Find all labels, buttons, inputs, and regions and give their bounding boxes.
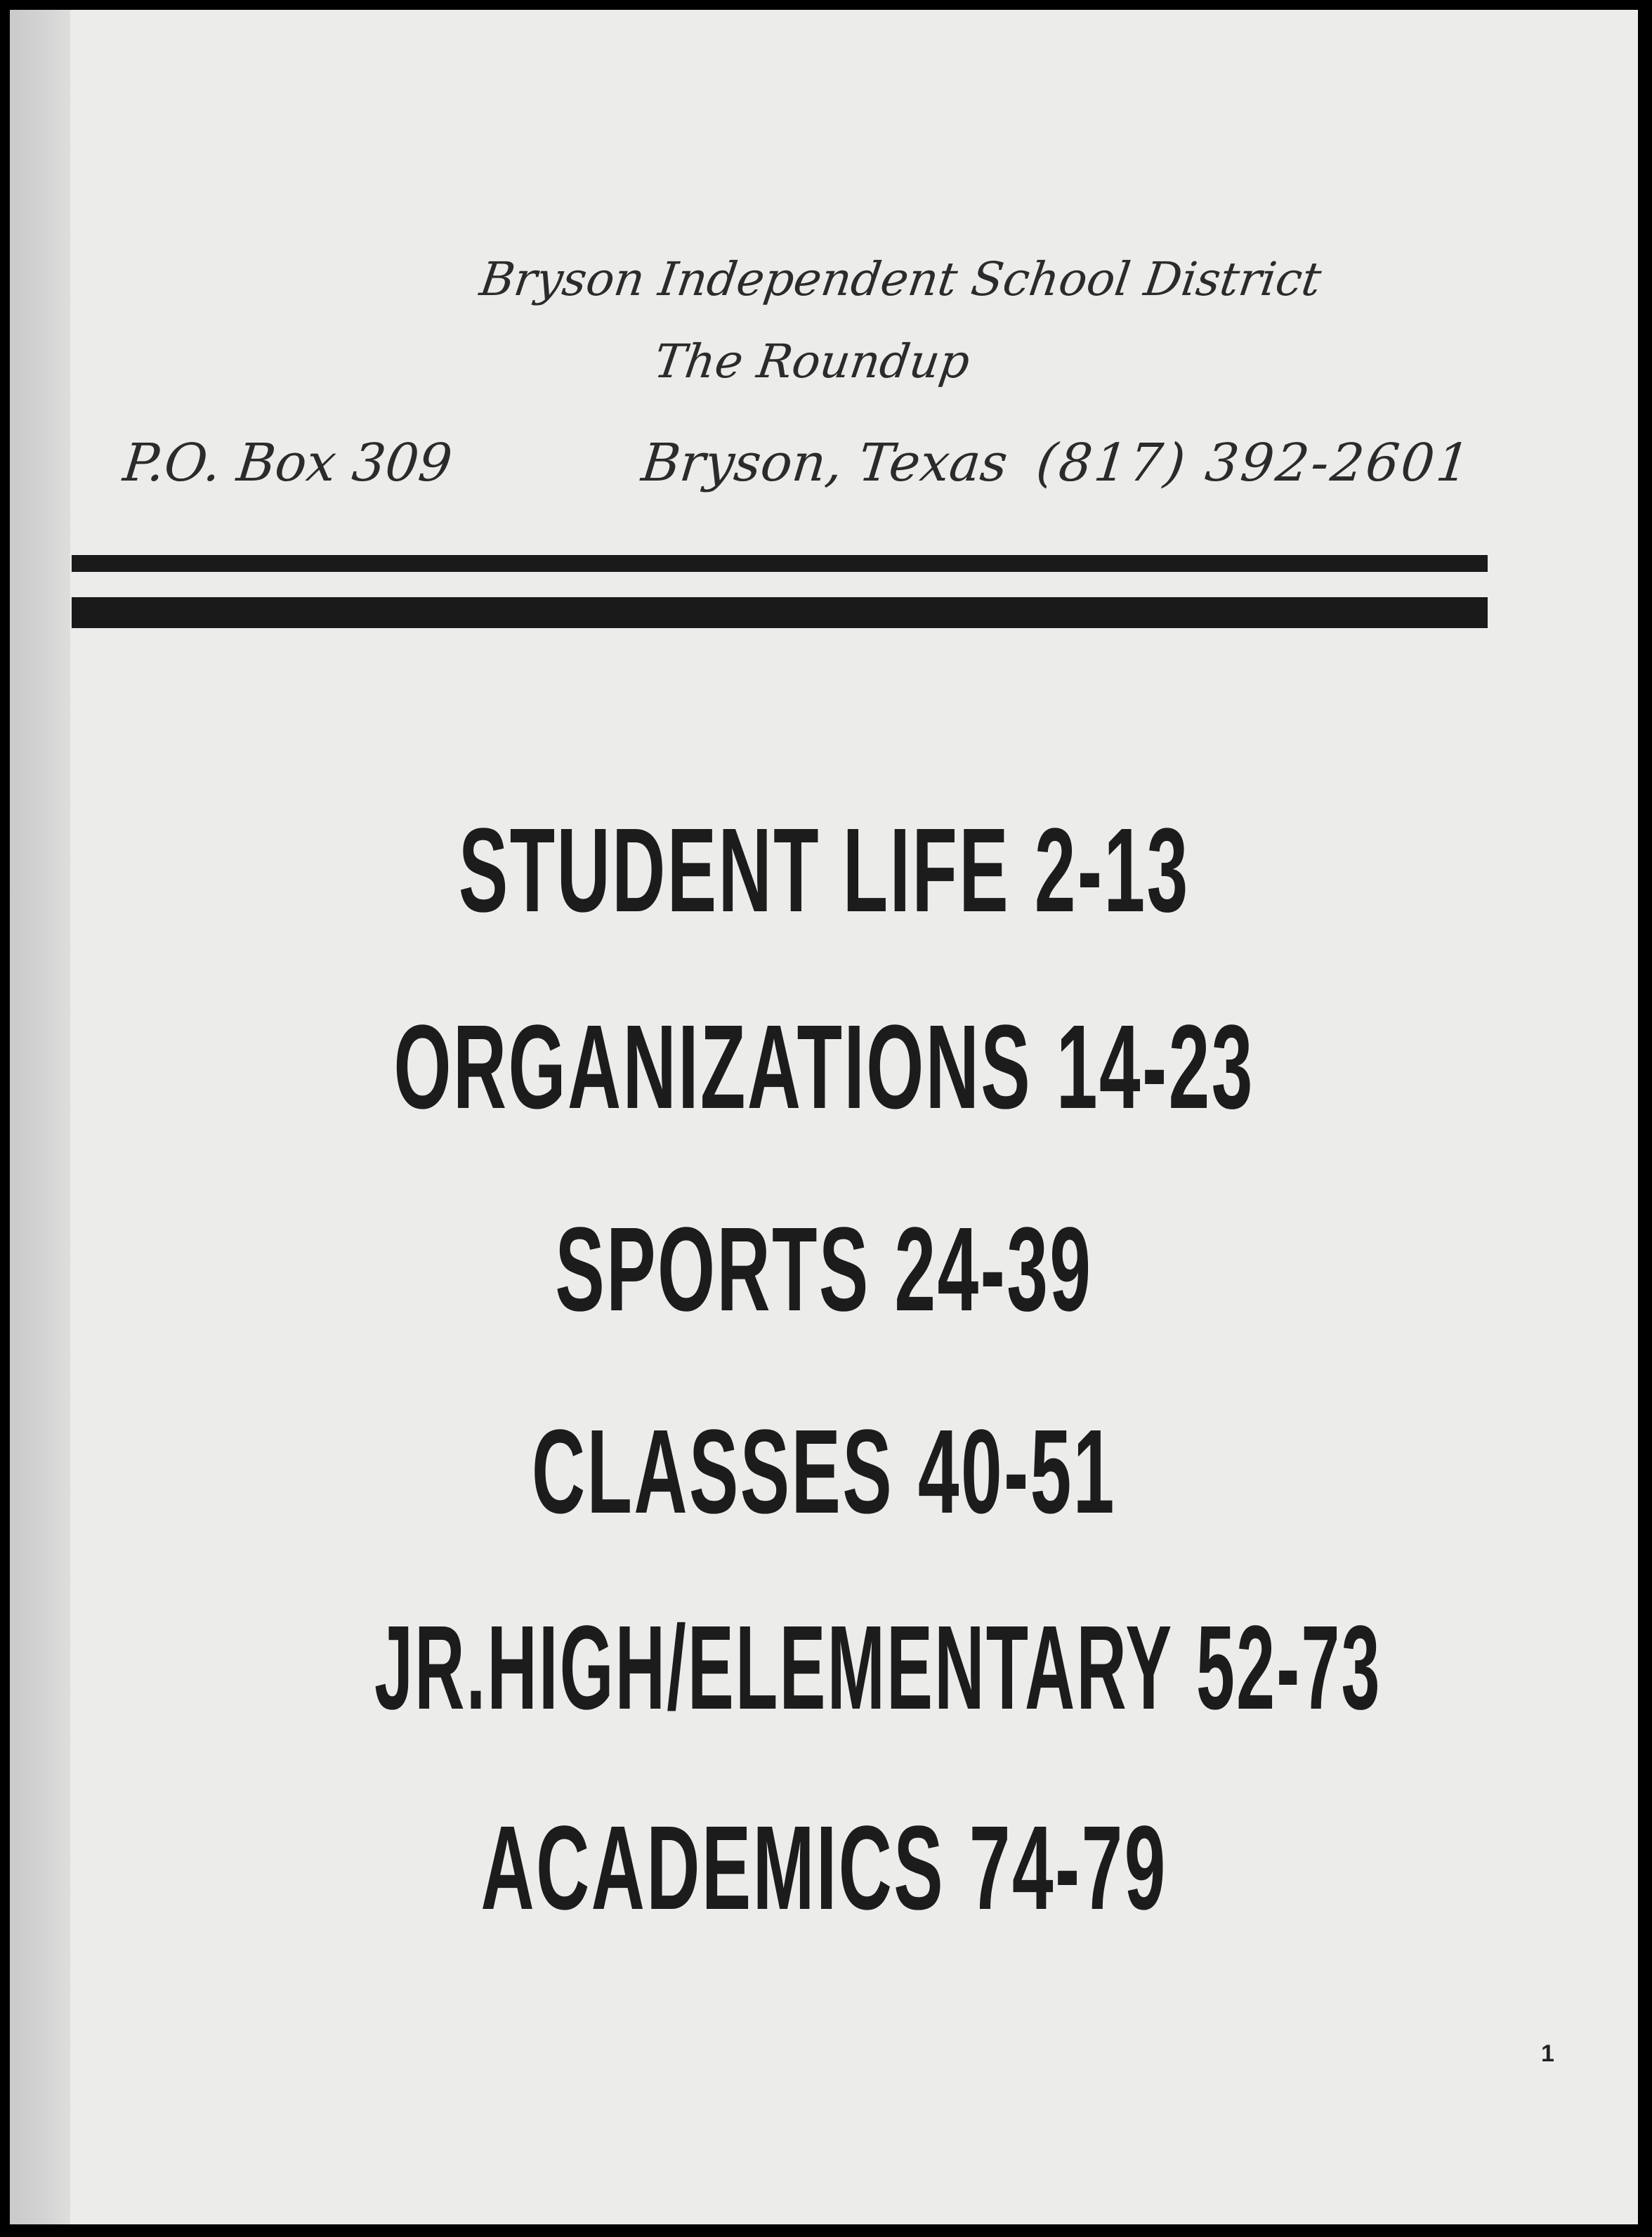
toc-pages: 40-51 (917, 1405, 1116, 1539)
toc-title: ORGANIZATIONS (393, 1000, 1032, 1134)
toc-pages: 74-79 (969, 1801, 1167, 1935)
divider-thin (72, 555, 1488, 572)
toc-title: STUDENT LIFE (458, 804, 1010, 937)
toc-title: ACADEMICS (480, 1801, 945, 1935)
po-box: P.O. Box 309 (120, 433, 455, 493)
toc-title: JR.HIGH/ELEMENTARY (374, 1601, 1174, 1735)
toc-pages: 2-13 (1034, 804, 1190, 937)
toc-entry-academics (10, 1801, 1638, 1935)
toc-title: SPORTS (555, 1203, 870, 1336)
yearbook-title: The Roundup (650, 334, 973, 389)
phone-number: (817) 392-2601 (1033, 433, 1475, 493)
toc-entry-student-life (10, 804, 1638, 937)
toc-entry-sports (10, 1203, 1638, 1336)
toc-entry-classes (10, 1405, 1638, 1539)
divider-thick (72, 597, 1488, 628)
page-number: 1 (1541, 2040, 1554, 2067)
toc-pages: 14-23 (1056, 1000, 1254, 1134)
toc-entry-organizations (10, 1000, 1638, 1134)
yearbook-page (10, 10, 1638, 2224)
toc-pages: 52-73 (1196, 1601, 1382, 1735)
toc-entry-jr-high-elementary (10, 1601, 1638, 1735)
district-name: Bryson Independent School District (476, 252, 1325, 306)
city-state: Bryson, Texas (638, 433, 1011, 493)
toc-pages: 24-39 (894, 1203, 1093, 1336)
toc-title: CLASSES (532, 1405, 894, 1539)
